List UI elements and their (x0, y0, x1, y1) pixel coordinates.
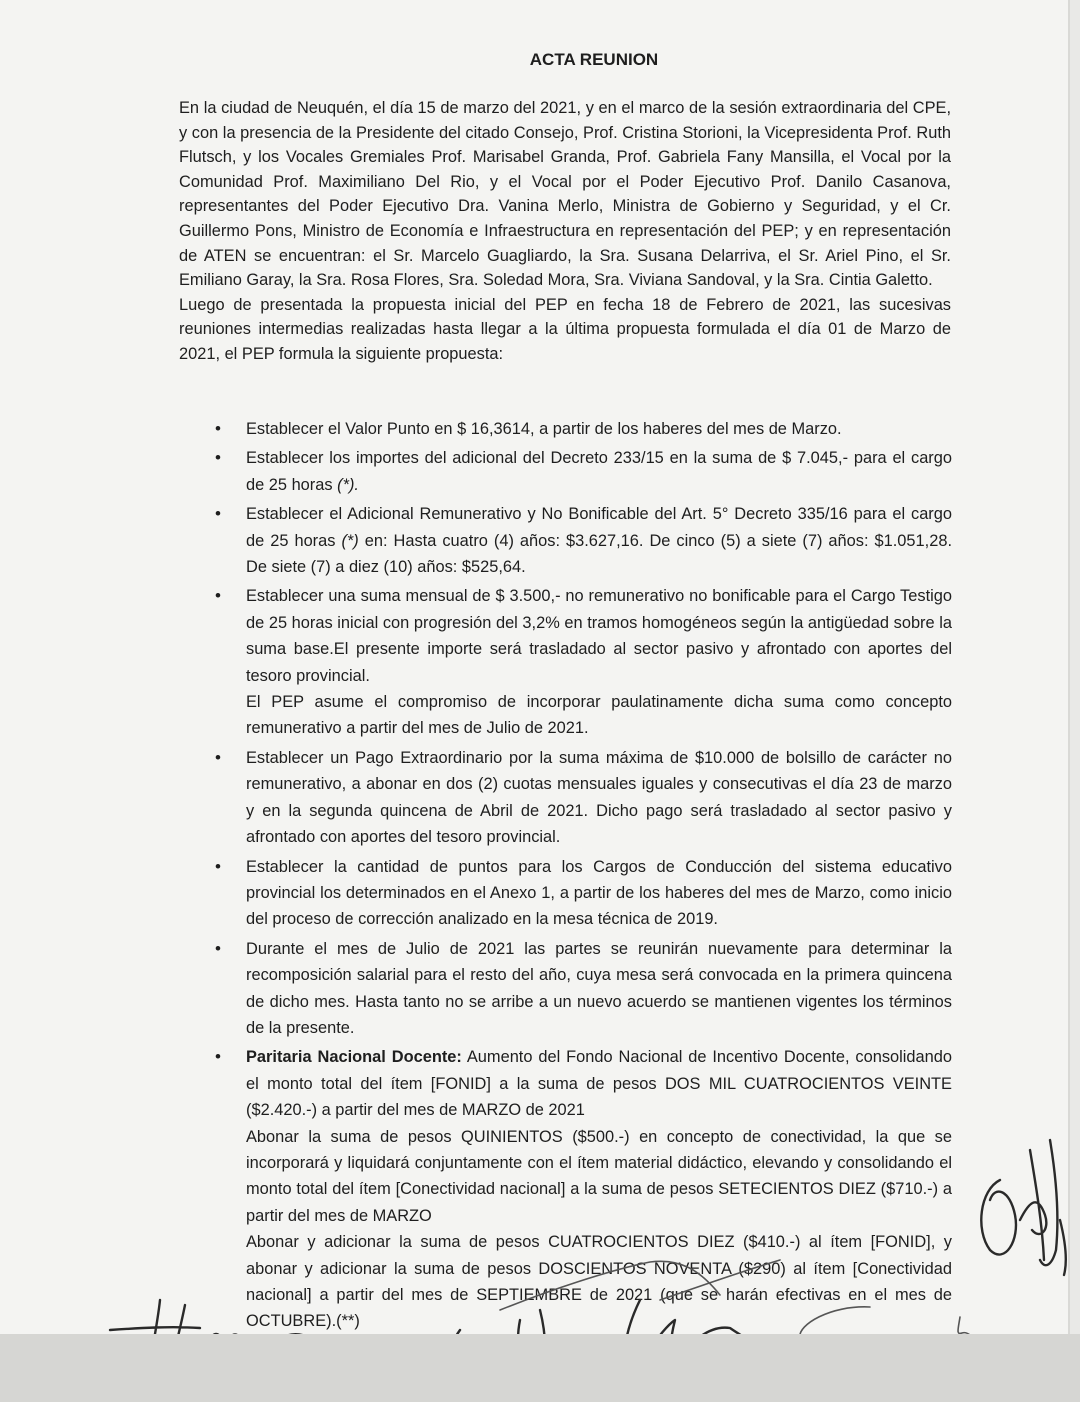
list-item (246, 745, 952, 851)
item-text (246, 1044, 952, 1123)
list-item (246, 854, 952, 933)
item-text (246, 445, 952, 498)
intro-text (179, 96, 951, 367)
proposal-list (246, 416, 952, 1338)
item-text: • Establecer el Valor Punto en $ 16,3614, a partir de los haberes del mes de Marzo. (246, 420, 842, 438)
item-text: • Durante el mes de Julio de 2021 las partes se reunirán nuevamente para determinar la recomposición salarial para el resto del año, cuya mesa será convocada en la primera quincena de dicho mes. Hasta tanto no se arribe a un nuevo acuerdo se mantienen vigentes los términos de la presente. (246, 939, 952, 1037)
item-text: • Establecer una suma mensual de $ 3.500,- no remunerativo no bonificable para el Cargo Testigo de 25 horas inicial con progresión del 3,2% en tramos homogéneos según la antigüedad sobre la suma base.El presente importe será trasladado al sector pasivo y afrontado con aportes del tesoro provincial. (246, 587, 952, 685)
item-text-lead: Establecer los importes del adicional del Decreto 233/15 en la suma de $ 7.045,- para el cargo de 25 horas (246, 449, 952, 494)
signature-5 (960, 1120, 1070, 1280)
footnote-mark: (*). (337, 475, 359, 494)
item-text-lead: Aumento del Fondo Nacional de Incentivo Docente, consolidando el monto total del ítem [FONID] a la suma de pesos DOS MIL CUATROCIENTOS VEINTE ($2.420.-) a partir del mes de MARZO de 2021 (246, 1048, 953, 1120)
item-text: Abonar y adicionar la suma de pesos CUATROCIENTOS DIEZ ($410.-) al ítem [FONID], y abonar y adicionar la suma de pesos DOSCIENTOS NOVENTA ($290) al ítem [Conectividad nacional] a partir del mes de SEPTIEMBRE de 2021 (que se harán efectivas en el mes de OCTUBRE).(**) (246, 1233, 952, 1331)
item-text (246, 501, 952, 580)
list-item (246, 501, 952, 580)
scan-edge (0, 1334, 1080, 1402)
list-item (246, 583, 952, 741)
item-text: • Establecer un Pago Extraordinario por la suma máxima de $10.000 de bolsillo de carácter no remunerativo, a abonar en dos (2) cuotas mensuales iguales y consecutivas el día 23 de marzo y en la segunda quincena de Abril de 2021. Dicho pago será trasladado al sector pasivo y afrontado con aportes del tesoro provincial. (246, 748, 952, 847)
intro-paragraph-1: En la ciudad de Neuquén, el día 15 de marzo del 2021, y en el marco de la sesión extraordinaria del CPE, y con la presencia de la Presidente del citado Consejo, Prof. Cristina Storioni, la Vicepresidenta Prof. Ruth Flutsch, y los Vocales Gremiales Prof. Marisabel Granda, Prof. Gabriela Fany Mansilla, el Vocal por la Comunidad Prof. Maximiliano Del Rio, y el Vocal por el Poder Ejecutivo Prof. Danilo Casanova, representantes del Poder Ejecutivo Dra. Vanina Merlo, Ministra de Gobierno y Seguridad, y el Cr. Guillermo Pons, Ministro de Economía e Infraestructura en representación del PEP; y en representación de ATEN se encuentran: el Sr. Marcelo Guagliardo, la Sra. Susana Delarriva, el Sr. Ariel Pino, el Sr. Emiliano Garay, la Sra. Rosa Flores, Sra. Soledad Mora, Sra. Viviana Sandoval, y la Sra. Cintia Galetto. (179, 99, 951, 290)
footnote-mark: (*) (341, 531, 359, 550)
list-item (246, 416, 952, 442)
item-text-lead: Establecer el Adicional Remunerativo y No Bonificable del Art. 5° Decreto 335/16 para el cargo de 25 horas (246, 505, 952, 550)
section-label: Paritaria Nacional Docente: (246, 1048, 462, 1067)
list-item (246, 445, 952, 498)
item-text-tail: en: Hasta cuatro (4) años: $3.627,16. De cinco (5) a siete (7) años: $1.051,28. De siete (7) a diez (10) años: $525,64. (246, 531, 952, 577)
item-text: El PEP asume el compromiso de incorporar paulatinamente dicha suma como concepto remunerativo a partir del mes de Julio de 2021. (246, 693, 952, 738)
list-item (246, 936, 952, 1042)
item-text: Abonar la suma de pesos QUINIENTOS ($500.-) en concepto de conectividad, la que se incorporará y liquidará conjuntamente con el ítem material didáctico, elevando y consolidando el monto total del ítem [Conectividad nacional] a la suma de pesos SETECIENTOS DIEZ ($710.-) a partir del mes de MARZO (246, 1127, 952, 1225)
item-text: • Establecer la cantidad de puntos para los Cargos de Conducción del sistema educativo provincial los determinados en el Anexo 1, a partir de los haberes del mes de Marzo, como inicio del proceso de corrección analizado en la mesa técnica de 2019. (246, 857, 952, 929)
intro-paragraph-2: Luego de presentada la propuesta inicial del PEP en fecha 18 de Febrero de 2021, las sucesivas reuniones intermedias realizadas hasta llegar a la última propuesta formulada el día 01 de Marzo de 2021, el PEP formula la siguiente propuesta: (179, 295, 951, 363)
document-title: ACTA REUNION (529, 50, 659, 69)
signature-6 (490, 1250, 790, 1320)
